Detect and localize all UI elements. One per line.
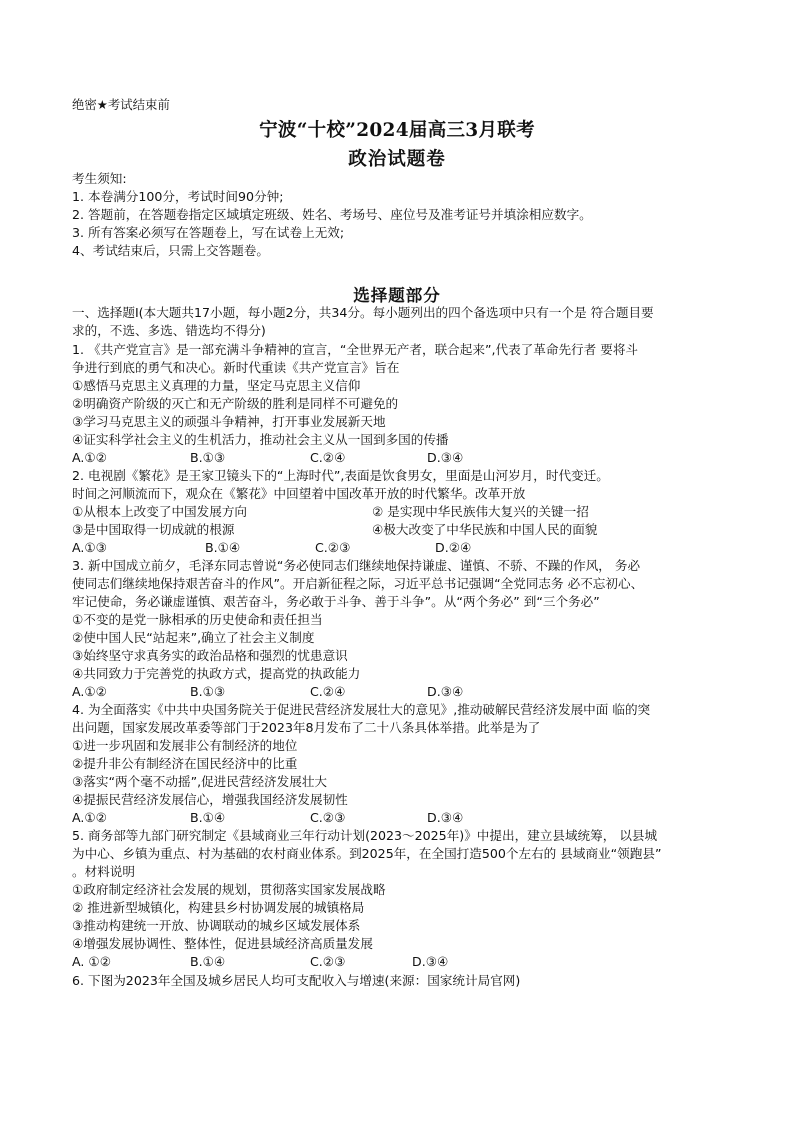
question-5-stem: 5. 商务部等九部门研究制定《县域商业三年行动计划(2023～2025年)》中提出，建立县域统筹， 以县城 <box>72 828 658 843</box>
section-title: 选择题部分 <box>353 286 441 305</box>
option-d: D.③④ <box>412 954 449 969</box>
exam-subtitle: 政治试题卷 <box>348 149 446 170</box>
option-a: A.①② <box>72 810 107 825</box>
notice-item: 2. 答题前，在答题卷指定区域填定班级、姓名、考场号、座位号及准考证号并填涂相应数字。 <box>72 207 592 222</box>
question-2-item: ④极大改变了中华民族和中国人民的面貌 <box>372 522 598 537</box>
question-1-item: ③学习马克思主义的顽强斗争精神，打开事业发展新天地 <box>72 414 386 429</box>
question-1-stem: 1. 《共产党宣言》是一部充满斗争精神的宣言，“全世界无产者，联合起来”,代表了革命先行者 要将斗 <box>72 342 639 357</box>
option-b: B.①④ <box>190 954 226 969</box>
question-3-stem: 3. 新中国成立前夕，毛泽东同志曾说“务必使同志们继续地保持谦虚、谨慎、不骄、不躁的作风， 务必 <box>72 558 641 573</box>
option-a: A. ①② <box>72 954 111 969</box>
option-c: C.②③ <box>310 810 346 825</box>
option-d: D.③④ <box>427 684 464 699</box>
question-5-item: ①政府制定经济社会发展的规划，贯彻落实国家发展战略 <box>72 882 386 897</box>
question-3-stem: 牢记使命，务必谦虚谨慎、艰苦奋斗，务必敢于斗争、善于斗争”。从“两个务必” 到“三个务必” <box>72 594 600 609</box>
option-a: A.①② <box>72 684 107 699</box>
question-3-item: ②使中国人民“站起来”,确立了社会主义制度 <box>72 630 315 645</box>
question-5-stem: 为中心、乡镇为重点、村为基础的农村商业体系。到2025年，在全国打造500个左右的 县域商业“领跑县” <box>72 846 662 861</box>
option-b: B.①④ <box>205 540 241 555</box>
section-intro: 一、选择题Ⅰ(本大题共17小题，每小题2分，共34分。每小题列出的四个备选项中只有一个是 符合题目要 <box>72 305 654 320</box>
option-b: B.①④ <box>190 810 226 825</box>
notice-item: 3. 所有答案必须写在答题卷上，写在试卷上无效; <box>72 225 345 240</box>
option-a: A.①② <box>72 450 107 465</box>
question-2-item: ①从根本上改变了中国发展方向 <box>72 504 248 519</box>
question-1-stem: 争进行到底的勇气和决心。新时代重读《共产党宣言》旨在 <box>72 360 400 375</box>
question-1-item: ④证实科学社会主义的生机活力，推动社会主义从一国到多国的传播 <box>72 432 449 447</box>
option-d: D.③④ <box>427 450 464 465</box>
section-intro: 求的，不选、多选、错选均不得分) <box>72 323 266 338</box>
exam-title: 宁波“十校”2024届高三3月联考 <box>259 120 535 141</box>
question-4-stem: 出问题，国家发展改革委等部门于2023年8月发布了二十八条具体举措。此举是为了 <box>72 720 541 735</box>
question-2-item: ③是中国取得一切成就的根源 <box>72 522 235 537</box>
question-5-stem: 。材料说明 <box>72 864 135 879</box>
option-c: C.②③ <box>315 540 351 555</box>
question-2-item: ② 是实现中华民族伟大复兴的关键一招 <box>372 504 589 519</box>
question-3-item: ③始终坚守求真务实的政治品格和强烈的忧患意识 <box>72 648 348 663</box>
notice-heading: 考生须知: <box>72 171 127 186</box>
confidential-label: 绝密★考试结束前 <box>72 97 170 112</box>
option-c: C.②④ <box>310 450 346 465</box>
option-b: B.①③ <box>190 684 226 699</box>
question-4-item: ③落实“两个毫不动摇”,促进民营经济发展壮大 <box>72 774 328 789</box>
option-d: D.②④ <box>435 540 472 555</box>
option-d: D.③④ <box>427 810 464 825</box>
question-4-item: ②提升非公有制经济在国民经济中的比重 <box>72 756 298 771</box>
question-4-item: ④提振民营经济发展信心，增强我国经济发展韧性 <box>72 792 348 807</box>
question-5-item: ③推动构建统一开放、协调联动的城乡区域发展体系 <box>72 918 361 933</box>
option-c: C.②③ <box>310 954 346 969</box>
option-c: C.②④ <box>310 684 346 699</box>
question-5-item: ④增强发展协调性、整体性，促进县域经济高质量发展 <box>72 936 373 951</box>
question-6-stem: 6. 下图为2023年全国及城乡居民人均可支配收入与增速(来源：国家统计局官网) <box>72 973 521 988</box>
question-4-item: ①进一步巩固和发展非公有制经济的地位 <box>72 738 298 753</box>
question-5-item: ② 推进新型城镇化，构建县乡村协调发展的城镇格局 <box>72 900 365 915</box>
question-3-item: ④共同致力于完善党的执政方式，提高党的执政能力 <box>72 666 361 681</box>
notice-item: 1. 本卷满分100分，考试时间90分钟; <box>72 189 284 204</box>
question-3-item: ①不变的是党一脉相承的历史使命和责任担当 <box>72 612 323 627</box>
option-a: A.①③ <box>72 540 107 555</box>
question-1-item: ②明确资产阶级的灭亡和无产阶级的胜利是同样不可避免的 <box>72 396 399 411</box>
notice-item: 4、考试结束后，只需上交答题卷。 <box>72 243 269 258</box>
question-4-stem: 4. 为全面落实《中共中央国务院关于促进民营经济发展壮大的意见》,推动破解民营经济发展中面 临的突 <box>72 702 651 717</box>
question-2-stem: 2. 电视剧《繁花》是王家卫镜头下的“上海时代”,表面是饮食男女，里面是山河岁月，时代变迁。 <box>72 468 609 483</box>
question-2-stem: 时间之河顺流而下，观众在《繁花》中回望着中国改革开放的时代繁华。改革开放 <box>72 486 526 501</box>
question-3-stem: 使同志们继续地保持艰苦奋斗的作风”。开启新征程之际，习近平总书记强调“全党同志务 必不忘初心、 <box>72 576 644 591</box>
question-1-item: ①感悟马克思主义真理的力量，坚定马克思主义信仰 <box>72 378 361 393</box>
option-b: B.①③ <box>190 450 226 465</box>
